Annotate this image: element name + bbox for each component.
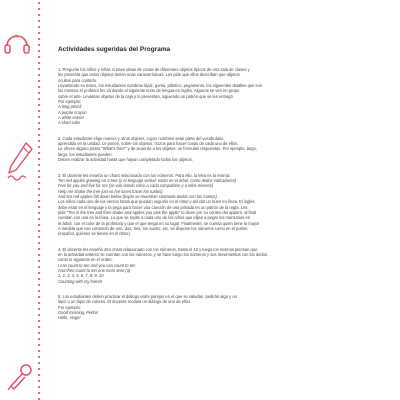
text-line: lápiz o un lápiz de colores. El docente modela un diálogo de uno de ellos.: [58, 299, 192, 305]
text-line: como lo siguiente en el orden:: [58, 257, 113, 263]
text-line: 3. El docente les enseña un chant relacionado con los números. Para ello, la letra es la misma:: [58, 172, 231, 178]
text-line: Ten red apples growing on a tree (y el lenguaje verbal: están en el árbol, como dedos indicadores): [58, 177, 237, 183]
text-line: Counting with my friend!: [58, 278, 102, 284]
text-line: Los niños cada uno de los versos hasta que puedan seguirlo en el ritmo y así dar un buen en línea. El inglés: [58, 199, 255, 205]
text-line: A white eraser: [58, 115, 85, 121]
text-line: 5. Los estudiantes deben practicar el diálogo entre parejas en el que se saludan, pedirán algo y un: [58, 294, 237, 300]
text-line: ocultos para contarlo.: [58, 77, 98, 83]
activity-section: [58, 247, 380, 284]
document-sections: [58, 67, 380, 321]
text-line: Good morning, Pedro!: [58, 310, 99, 316]
text-line: largo, los estudiantes pueden.: [58, 151, 113, 157]
text-line: (español, quiénes se tienen en el ritmo): [58, 231, 130, 237]
text-line: 1, 2, 3, 4, 5, 6, 7, 8, 9, 10: [58, 273, 104, 279]
text-line: pide "Ten in the tree and then shake and apples you pick the apple" lo dicen por su conteo del apple's, al final: [58, 209, 257, 215]
activity-section: [58, 294, 380, 321]
text-line: I can count to ten and you can count to ten: [58, 262, 136, 268]
text-line: el árbol, con el color de la profesora y que el que tenga en su lugar. Finalmente, se cuenta quién tiene la mayor: [58, 220, 260, 226]
text-line: Hello, Hugo!: [58, 315, 81, 321]
microphone-icon: [6, 362, 34, 392]
text-line: en la actividad anterior se cuentan con los números, y se hace luego los números y sus movimientos con los dedos,: [58, 251, 269, 257]
text-line: aprendido en la unidad. Le ponen, sobre los objetos, trozos para hacer cosas de cada uno de ellos.: [58, 141, 239, 147]
text-line: debe estar en el lenguaje y la pega para hacer una canción de una jornada en un patrón de la regla. Les: [58, 204, 248, 210]
text-line: los mismos el profesor les va dando el siguiente texto de lengua en inglés. Algunos se ven en grupo: [58, 88, 240, 94]
activity-section: [58, 173, 380, 237]
text-line: Le ofrece alguno pictos "What's this?" y de acuerdo a los objetos, se formulan respuestas. Por ejemplo, largo,: [58, 146, 257, 152]
text-line: And then count to ten one more time (a): [58, 268, 131, 273]
text-line: Five for you and five for me (se van dando cinco a cada compañero y a ellos mismos): [58, 183, 214, 189]
headphones-icon: [2, 28, 32, 58]
text-line: A short ruler: [58, 120, 81, 126]
text-line: A medida que van contando de uno, dos, tres, los cuatro, etc. se dispone los números como en el poster.: [58, 225, 249, 231]
text-line: 2. Cada estudiante elige nuevos y otros objetos, cuyos nombres sean parte del vocabulario: [58, 135, 224, 141]
text-line: A long pencil: [58, 104, 82, 110]
activity-section: [58, 136, 380, 163]
text-line: 4. El docente les enseña otro chant relacionado con los números, hasta el 10 y luego los mismos piensan que: [58, 246, 258, 252]
text-line: cuentan con una en la línea. Lo que se repite a cada uno de los niños que elijan a pegar los manzanas en: [58, 215, 251, 221]
text-line: sobre el arte. Levantan objetos de la caja y lo presentan, siguiendo un patrón que se les entregó.: [58, 93, 234, 99]
text-line: Deben realizar la actividad hasta que hayan completado todos los objetos.: [58, 157, 193, 163]
text-line: Help me shake the tree just so (se lucen hacer los ruidos): [58, 188, 163, 194]
dotted-border-line: [38, 0, 40, 400]
document-title: Actividades sugeridas del Programa: [58, 46, 171, 53]
text-line: A purple crayon: [58, 109, 87, 115]
pencil-icon: [4, 140, 36, 184]
text-line: 1. Pregunte los niños y niñas si traen ideas de cosas de diferentes objetos típicos de una sala de clases y: [58, 67, 250, 72]
decorative-border: [0, 0, 48, 400]
activity-section: [58, 67, 380, 126]
text-line: Por ejemplo:: [58, 99, 81, 105]
text-line: Por ejemplo:: [58, 304, 81, 310]
document-content: [58, 46, 380, 327]
text-line: Levantando su mano, los estudiantes nombran lápiz, goma, plástico, pegamento, los siguientes detalles que son: [58, 83, 263, 89]
text-line: And ten red apples fall down below (bajan se muestran contando dedos con las manos): [58, 193, 217, 199]
text-line: les presenta que estos objetos tienen unas características. Les pide que ellos describan que objetos: [58, 72, 240, 78]
